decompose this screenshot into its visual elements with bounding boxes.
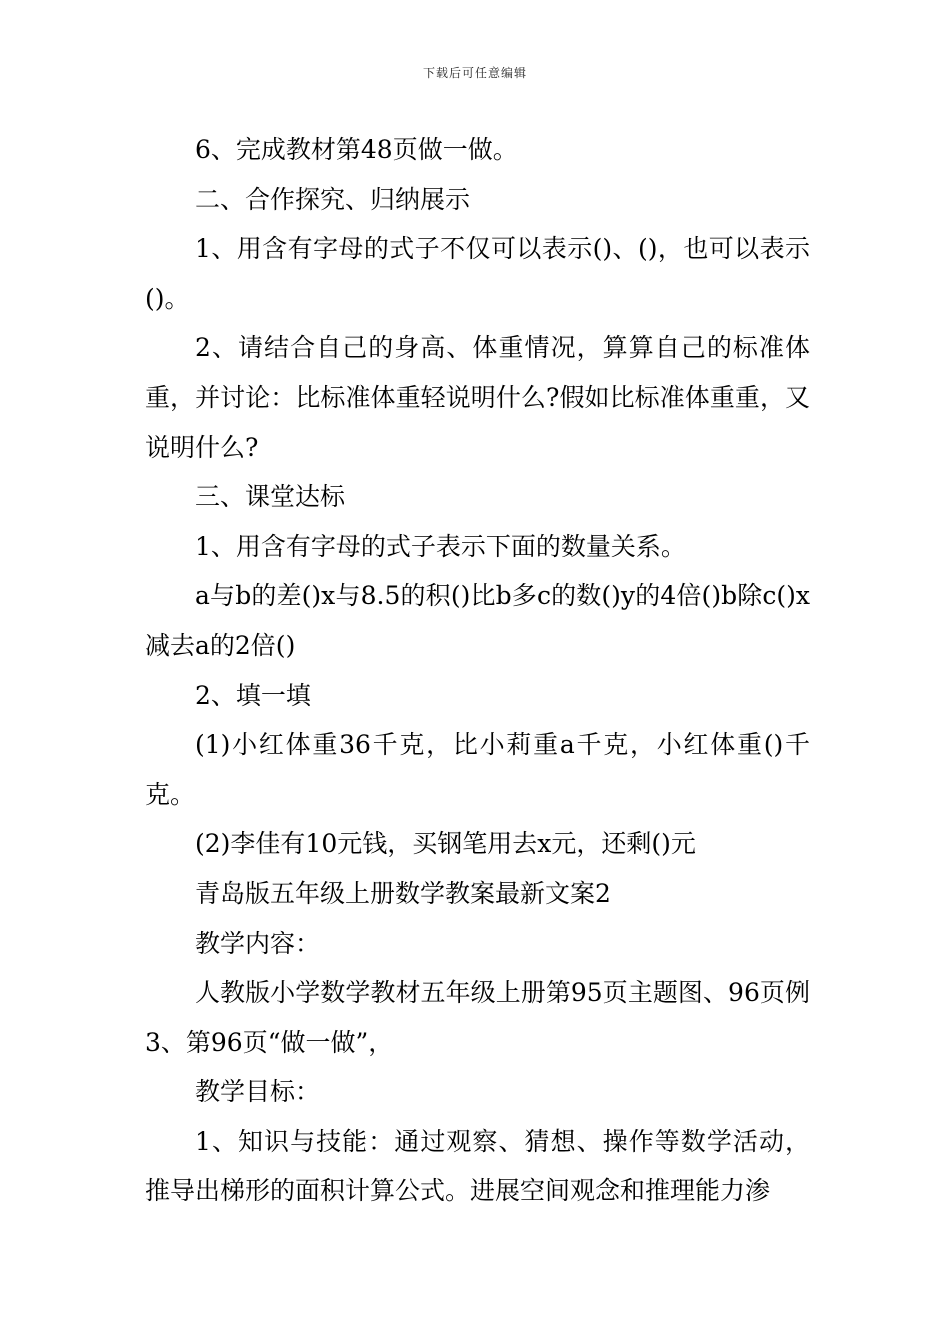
paragraph-question-2: 2、请结合自己的身高、体重情况，算算自己的标准体重，并讨论：比标准体重轻说明什么?假如比标准体重重，又说明什么? [145, 333, 810, 462]
teaching-goal-1: 1、知识与技能：通过观察、猜想、操作等数学活动，推导出梯形的面积计算公式。进展空间观念和推理能力渗 [145, 1126, 810, 1206]
paragraph-task-6: 6、完成教材第48页做一做。 [195, 135, 518, 164]
document-body [145, 125, 810, 1216]
page-header: 下载后可任意编辑 [422, 66, 527, 80]
paragraph-exercise-2: 2、填一填 [195, 680, 311, 710]
section-heading-cooperation: 二、合作探究、归纳展示 [195, 184, 471, 214]
teaching-content-text: 人教版小学数学教材五年级上册第95页主题图、96页例3、第96页“做一做”， [145, 978, 810, 1057]
paragraph-question-1: 1、用含有字母的式子不仅可以表示()、()，也可以表示()。 [145, 234, 810, 313]
teaching-content-heading: 教学内容： [195, 928, 321, 958]
section-heading-classroom-target: 三、课堂达标 [195, 482, 346, 512]
lesson-plan-title: 青岛版五年级上册数学教案最新文案2 [195, 878, 611, 908]
paragraph-fill-2: (2)李佳有10元钱，买钢笔用去x元，还剩()元 [195, 829, 696, 859]
teaching-goals-heading: 教学目标： [195, 1077, 321, 1107]
paragraph-exercise-1: 1、用含有字母的式子表示下面的数量关系。 [195, 531, 686, 561]
paragraph-expressions: a与b的差()x与8.5的积()比b多c的数()y的4倍()b除c()x减去a的2倍() [145, 581, 810, 660]
paragraph-fill-1: (1)小红体重36千克，比小莉重a千克，小红体重()千克。 [145, 730, 810, 809]
